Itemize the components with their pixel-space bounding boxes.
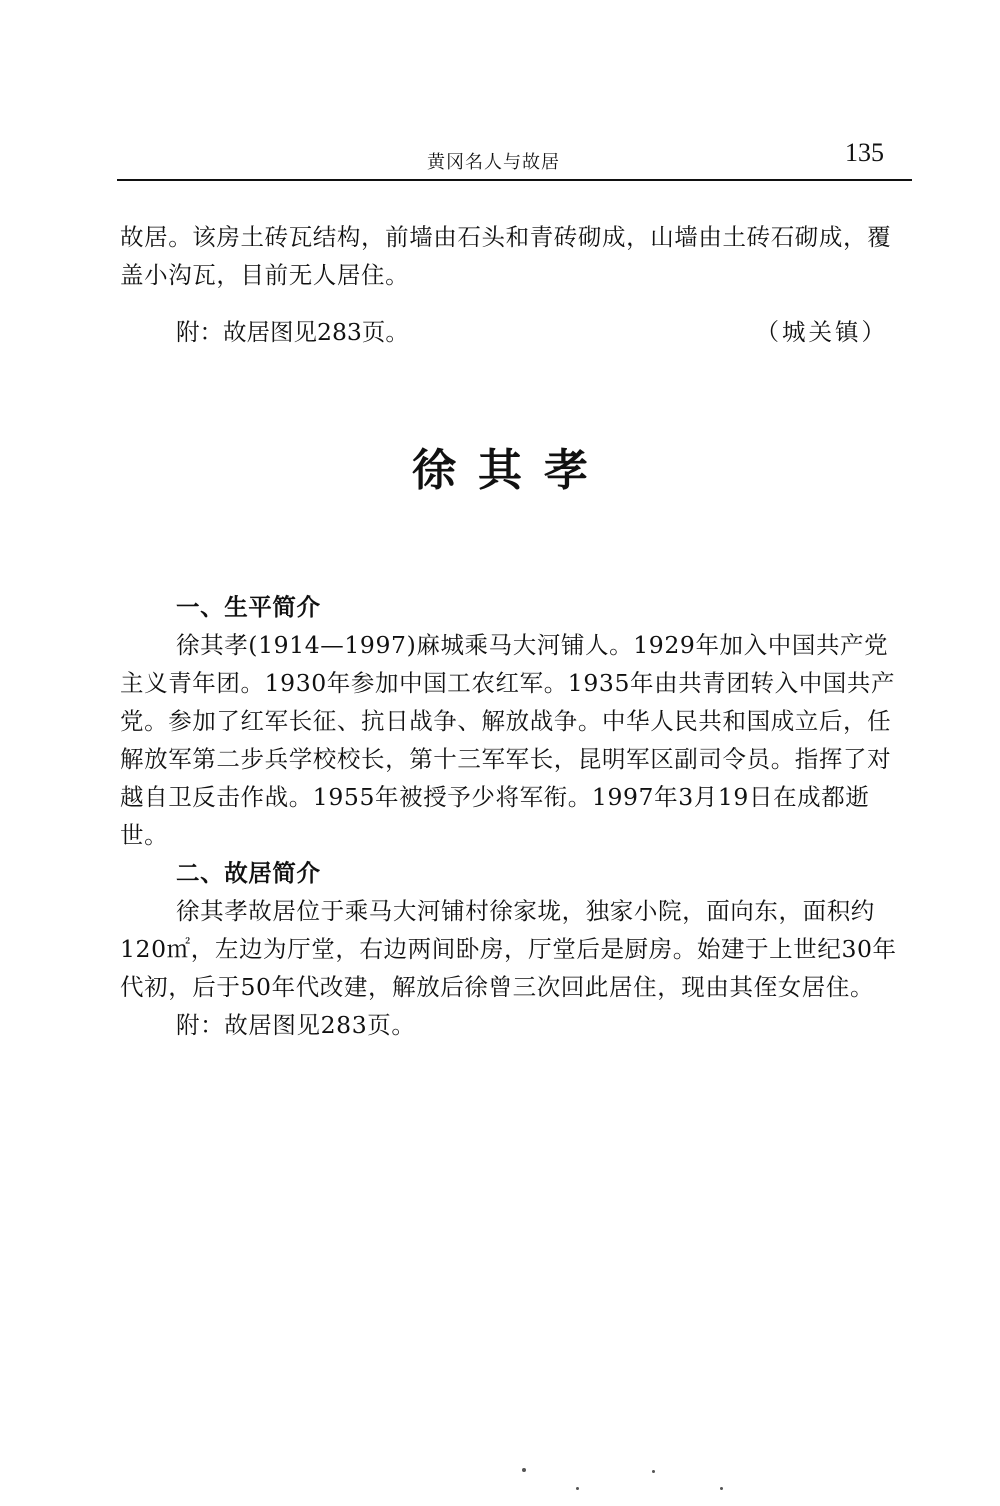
continued-paragraph-block [120, 218, 912, 294]
section2-heading: 二、故居简介 [176, 859, 321, 887]
section1-heading: 一、生平简介 [176, 593, 321, 621]
top-note-line [176, 313, 888, 351]
scan-speck [652, 1470, 655, 1473]
section2-body: 徐其孝故居位于乘马大河铺村徐家垅，独家小院，面向东，面积约120㎡，左边为厅堂，右边两间卧房，厅堂后是厨房。始建于上世纪30年代初，后于50年代改建，解放后徐曾三次回此居住，现由其侄女居住。 [120, 897, 897, 1001]
running-title: 黄冈名人与故居 [427, 152, 560, 173]
top-note: 附：故居图见283页。 [176, 318, 409, 346]
article-note: 附：故居图见283页。 [176, 1011, 416, 1039]
continued-paragraph: 故居。该房土砖瓦结构，前墙由石头和青砖砌成，山墙由土砖石砌成，覆盖小沟瓦，目前无人居住。 [120, 223, 892, 289]
article-body [120, 588, 912, 1044]
page-number: 135 [845, 138, 884, 167]
section1-body: 徐其孝(1914—1997)麻城乘马大河铺人。1929年加入中国共产党主义青年团。1930年参加中国工农红军。1935年由共青团转入中国共产党。参加了红军长征、抗日战争、解放战争。中华人民共和国成立后，任解放军第二步兵学校校长，第十三军军长，昆明军区副司令员。指挥了对越自卫反击作战。1955年被授予少将军衔。1997年3月19日在成都逝世。 [120, 631, 896, 849]
scan-speck [576, 1487, 579, 1490]
scan-speck [522, 1468, 526, 1472]
page-header [117, 138, 912, 180]
scan-speck [720, 1487, 723, 1490]
location-label: （城关镇） [755, 318, 888, 346]
header-rule [117, 179, 912, 181]
article-title: 徐其孝 [412, 445, 610, 496]
